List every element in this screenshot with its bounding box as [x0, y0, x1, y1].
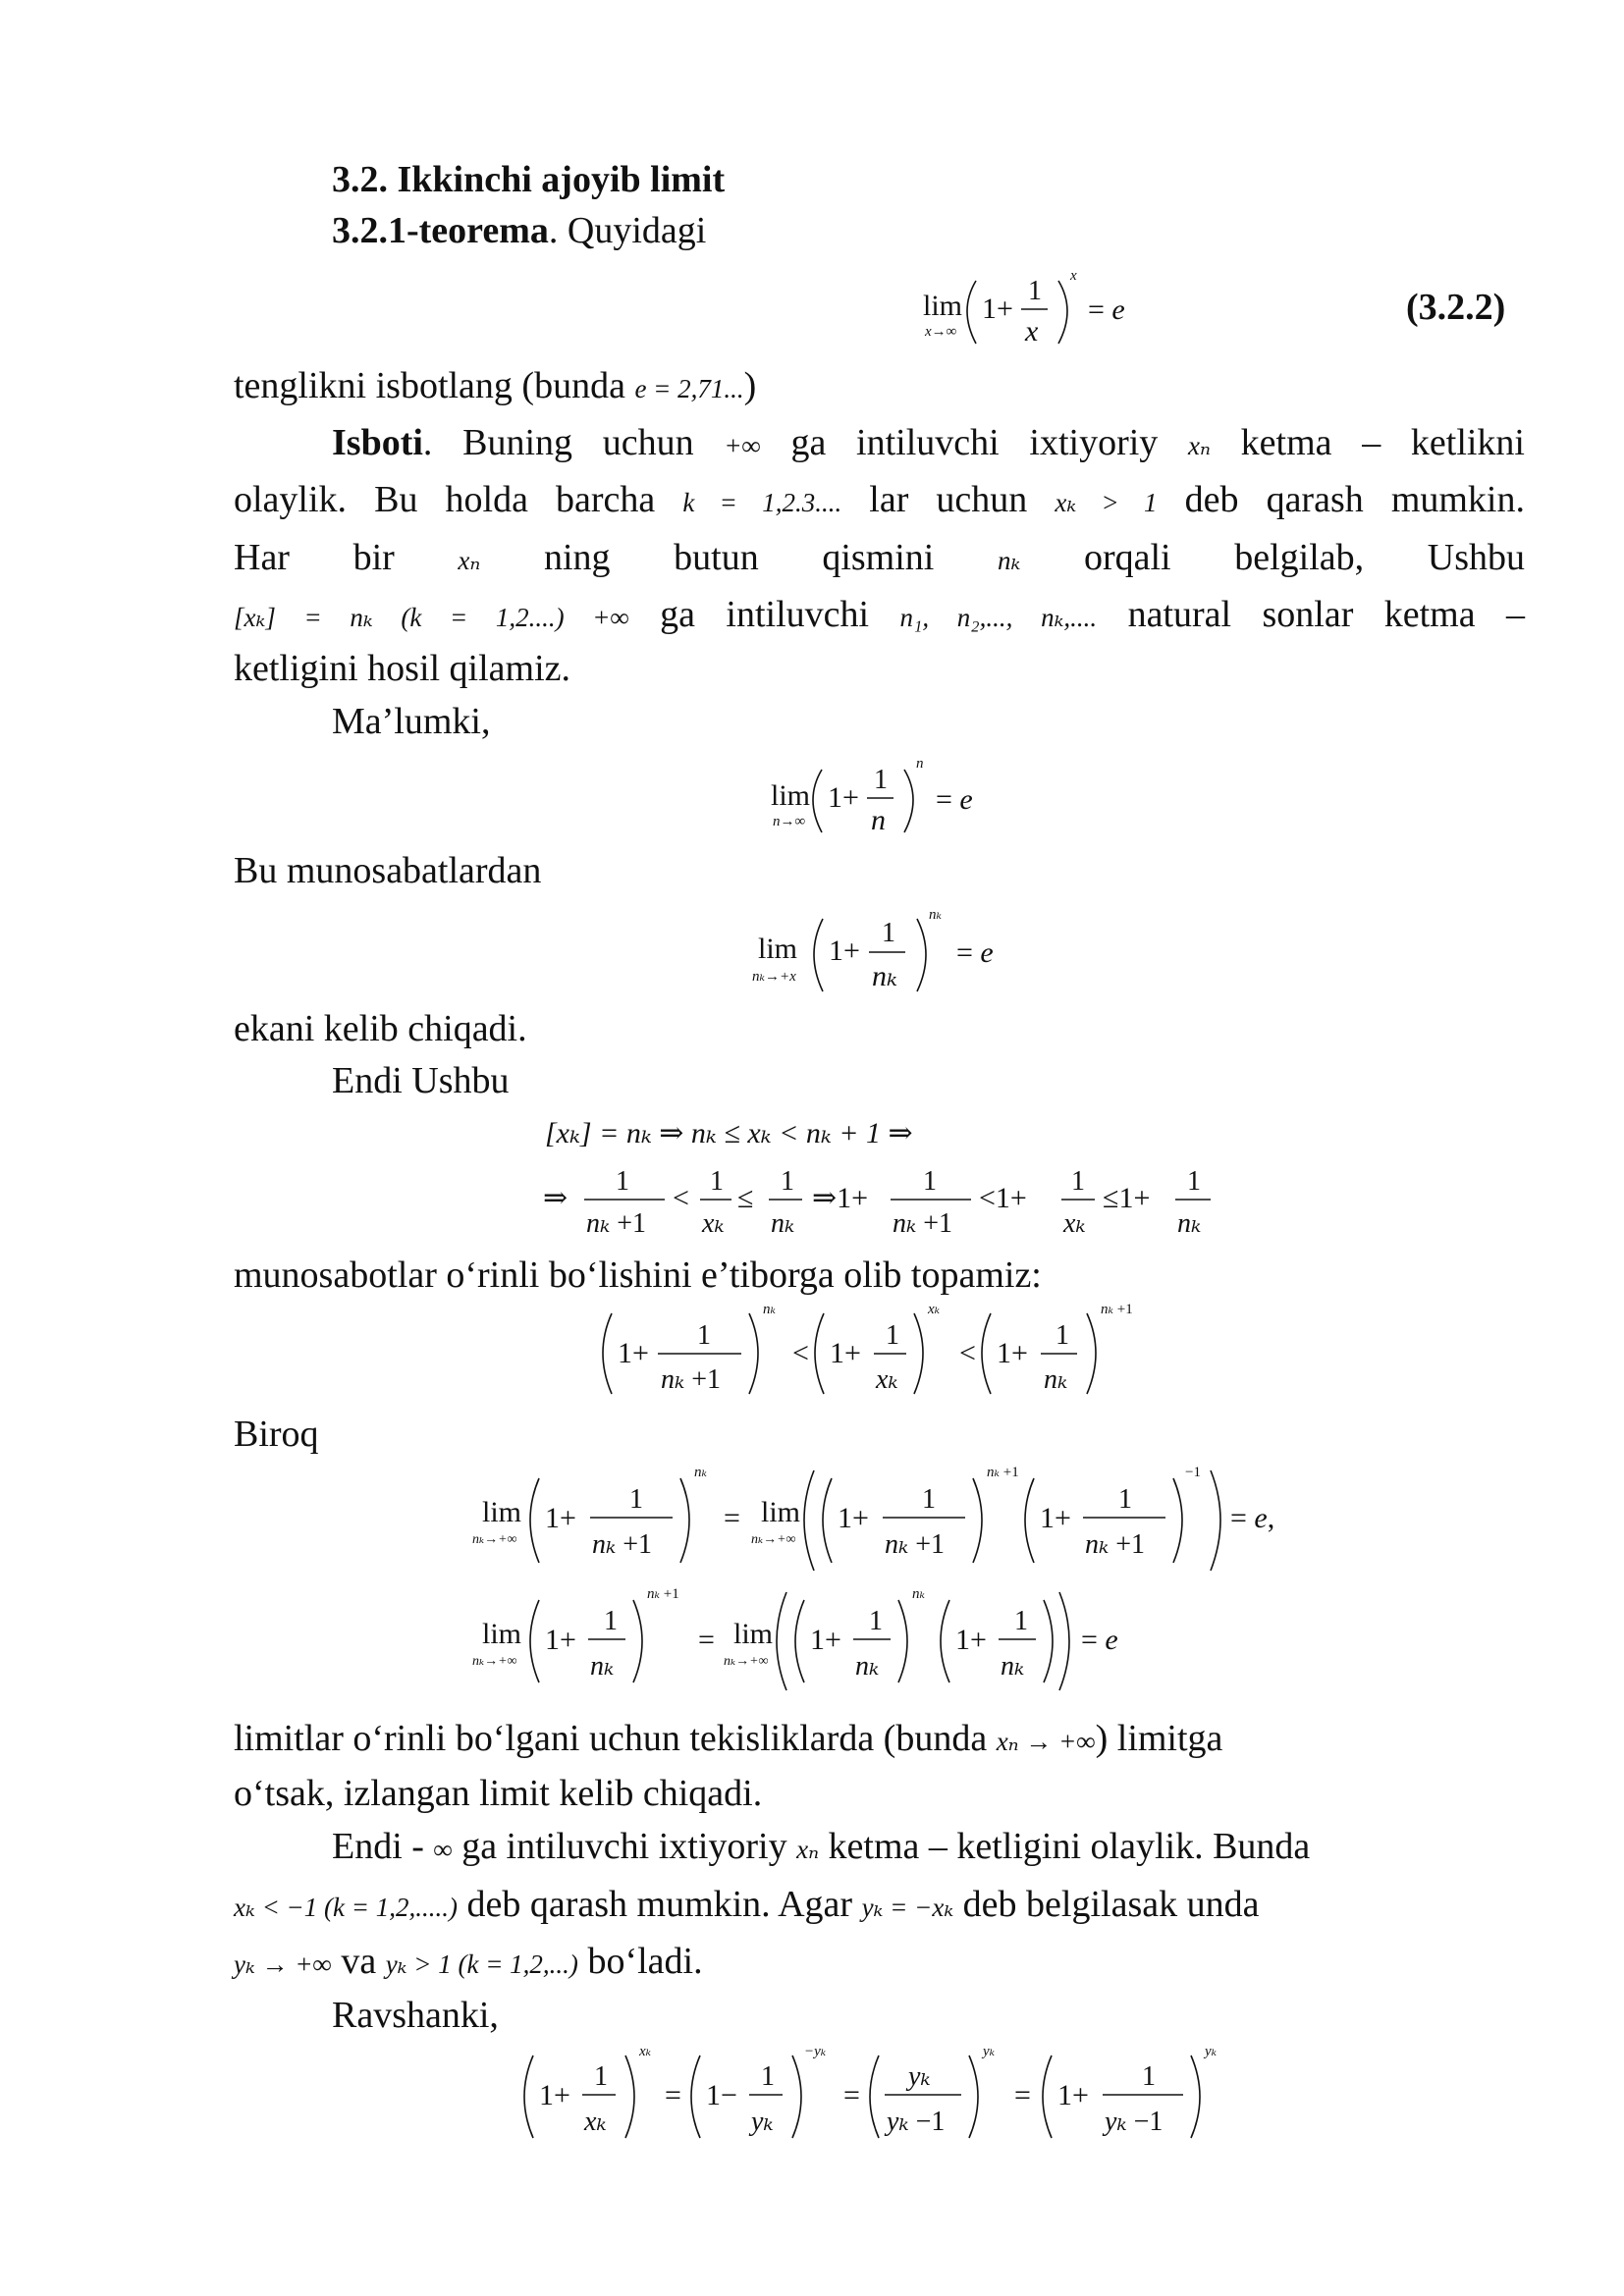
svg-text:1+: 1+: [828, 781, 859, 814]
text-line-19: xₖ < −1 (k = 1,2,.....) deb qarash mumkin. Agar yₖ = −xₖ deb belgilasak unda: [234, 1884, 1260, 1925]
svg-text:1: 1: [697, 1320, 711, 1351]
text-line-7: Har bir xₙ ning butun qismini nₖ orqali belgilab, Ushbu: [234, 537, 1525, 578]
svg-text:1: 1: [923, 1166, 937, 1197]
svg-text:1+: 1+: [1057, 2079, 1089, 2111]
svg-text:nₖ +1: nₖ +1: [592, 1529, 653, 1560]
svg-text:nₖ: nₖ: [1044, 1364, 1068, 1395]
svg-text:−yₖ: −yₖ: [804, 2044, 827, 2059]
svg-text:nₖ +1: nₖ +1: [1085, 1529, 1146, 1560]
text-line-12: ekani kelib chiqadi.: [234, 1008, 527, 1049]
svg-text:1+: 1+: [829, 934, 860, 967]
text-line-8: [xₖ] = nₖ (k = 1,2....) +∞ ga intiluvchi n₁, n₂,..., nₖ,.... natural sonlar ketma –: [234, 594, 1526, 635]
svg-text:xₖ: xₖ: [702, 1208, 725, 1239]
svg-text:1: 1: [781, 1166, 794, 1197]
svg-text:= e: = e: [1088, 294, 1125, 326]
svg-text:1: 1: [1014, 1606, 1028, 1636]
svg-text:yₖ: yₖ: [751, 2107, 774, 2137]
svg-text:1: 1: [604, 1606, 618, 1636]
svg-text:nₖ: nₖ: [763, 1302, 776, 1317]
svg-text:1+: 1+: [618, 1337, 649, 1369]
svg-text:lim: lim: [733, 1618, 774, 1650]
svg-text:=: =: [843, 2079, 860, 2111]
formula-limit-x: [913, 263, 1168, 357]
svg-text:1+: 1+: [830, 1337, 861, 1369]
svg-text:lim: lim: [482, 1496, 522, 1528]
svg-text:lim: lim: [758, 933, 798, 965]
svg-text:<: <: [959, 1337, 976, 1369]
svg-text:nₖ +1: nₖ +1: [987, 1465, 1019, 1480]
svg-text:nₖ: nₖ: [929, 907, 942, 923]
svg-text:nₖ +1: nₖ +1: [1101, 1302, 1133, 1317]
svg-text:xₖ: xₖ: [876, 1364, 898, 1395]
svg-text:nₖ: nₖ: [1177, 1208, 1202, 1239]
text-line-15: Biroq: [234, 1414, 319, 1455]
svg-text:nₖ +1: nₖ +1: [661, 1364, 722, 1395]
svg-text:=: =: [724, 1502, 740, 1534]
svg-text:1: 1: [761, 2061, 775, 2092]
svg-text:1: 1: [1071, 1166, 1085, 1197]
svg-text:n: n: [871, 804, 886, 836]
text-line-14: munosabotlar o‘rinli bo‘lishini e’tiborga olib topamiz:: [234, 1255, 1042, 1296]
svg-text:nₖ: nₖ: [1001, 1651, 1025, 1682]
svg-text:1: 1: [1142, 2061, 1156, 2092]
text-line-20: yₖ → +∞ va yₖ > 1 (k = 1,2,...) bo‘ladi.: [234, 1941, 703, 1982]
svg-text:1+: 1+: [545, 1502, 576, 1534]
formula-lim-nk-2: [466, 1582, 1173, 1696]
svg-text:n: n: [916, 756, 924, 772]
svg-text:yₖ: yₖ: [983, 2044, 996, 2059]
formula-lim-nk-1: [466, 1459, 1311, 1578]
text-line-4: tenglikni isbotlang (bunda e = 2,71...): [234, 365, 757, 406]
svg-text:yₖ −1: yₖ −1: [1105, 2107, 1164, 2137]
text-line-9: ketligini hosil qilamiz.: [234, 648, 571, 689]
svg-text:xₖ: xₖ: [639, 2044, 652, 2059]
equation-number: (3.2.2): [1406, 287, 1506, 328]
svg-text:lim: lim: [923, 290, 963, 322]
formula-limit-nk: [746, 901, 1011, 1003]
text-line-21: Ravshanki,: [332, 1995, 499, 2036]
svg-text:nₖ→+∞: nₖ→+∞: [724, 1654, 769, 1669]
text-line-5: Isboti. Buning uchun +∞ ga intiluvchi ixtiyoriy xₙ ketma – ketlikni: [332, 422, 1525, 463]
svg-text:nₖ +1: nₖ +1: [885, 1529, 946, 1560]
svg-text:1: 1: [886, 1320, 899, 1351]
svg-text:1: 1: [922, 1484, 936, 1515]
svg-text:1: 1: [594, 2061, 608, 2092]
svg-text:1: 1: [1118, 1484, 1132, 1515]
text-line-10: Ma’lumki,: [332, 701, 491, 742]
svg-text:1: 1: [629, 1484, 643, 1515]
svg-text:1: 1: [616, 1166, 629, 1197]
formula-limit-n: [761, 748, 997, 842]
svg-text:nₖ: nₖ: [771, 1208, 795, 1239]
theorem-label: 3.2.1-teorema: [332, 210, 549, 251]
svg-text:nₖ→+∞: nₖ→+∞: [751, 1532, 796, 1547]
svg-text:nₖ +1: nₖ +1: [647, 1586, 679, 1602]
svg-text:1: 1: [1056, 1320, 1069, 1351]
svg-text:nₖ +1: nₖ +1: [893, 1208, 953, 1239]
svg-text:1+: 1+: [539, 2079, 570, 2111]
svg-text:xₖ: xₖ: [584, 2107, 607, 2137]
theorem-rest: . Quyidagi: [548, 210, 707, 251]
text-line-6: olaylik. Bu holda barcha k = 1,2.3.... lar uchun xₖ > 1 deb qarash mumkin.: [234, 479, 1525, 520]
svg-text:lim: lim: [771, 779, 811, 812]
svg-text:1+: 1+: [1040, 1502, 1071, 1534]
formula-integer-part: [535, 1107, 987, 1156]
svg-text:= e: = e: [1081, 1624, 1118, 1656]
svg-text:≤1+: ≤1+: [1103, 1182, 1151, 1214]
svg-text:−1: −1: [1185, 1465, 1201, 1480]
svg-text:nₖ +1: nₖ +1: [586, 1208, 647, 1239]
svg-text:1+: 1+: [810, 1624, 841, 1656]
svg-text:1: 1: [1187, 1166, 1201, 1197]
svg-text:1+: 1+: [545, 1624, 576, 1656]
svg-text:1+: 1+: [997, 1337, 1028, 1369]
theorem-line: [332, 208, 706, 253]
svg-text:⇒: ⇒: [543, 1182, 568, 1214]
svg-text:yₖ: yₖ: [908, 2061, 931, 2092]
svg-text:⇒1+: ⇒1+: [812, 1182, 869, 1214]
svg-text:nₖ: nₖ: [855, 1651, 880, 1682]
formula-substitution: [515, 2040, 1242, 2150]
svg-text:x: x: [1025, 315, 1039, 347]
text-line-11: Bu munosabatlardan: [234, 850, 542, 891]
svg-text:1+: 1+: [955, 1624, 987, 1656]
svg-text:1: 1: [1028, 276, 1042, 306]
svg-text:nₖ→+x: nₖ→+x: [752, 969, 796, 985]
svg-text:≤: ≤: [737, 1182, 754, 1214]
svg-text:=: =: [1014, 2079, 1031, 2111]
svg-text:xₖ: xₖ: [1063, 1208, 1086, 1239]
svg-text:nₖ: nₖ: [590, 1651, 615, 1682]
svg-text:1+: 1+: [838, 1502, 869, 1534]
svg-text:x: x: [1070, 268, 1077, 284]
formula-inequality-chain: [535, 1158, 1222, 1243]
svg-text:x→∞: x→∞: [925, 324, 957, 340]
svg-text:n→∞: n→∞: [773, 814, 806, 829]
text-line-18: Endi - ∞ ga intiluvchi ixtiyoriy xₙ ketma – ketligini olaylik. Bunda: [332, 1826, 1311, 1867]
svg-text:1: 1: [710, 1166, 724, 1197]
svg-text:yₖ −1: yₖ −1: [887, 2107, 946, 2137]
svg-text:nₖ→+∞: nₖ→+∞: [472, 1532, 517, 1547]
proof-label: Isboti: [332, 422, 423, 463]
svg-text:nₖ: nₖ: [912, 1586, 925, 1602]
svg-text:= e,: = e,: [1230, 1502, 1275, 1534]
svg-text:[xₖ] = nₖ ⇒ nₖ ≤ xₖ < nₖ +: [xₖ] = nₖ ⇒ nₖ ≤ xₖ < nₖ + 1 ⇒: [545, 1117, 913, 1149]
svg-text:1: 1: [882, 918, 895, 948]
svg-text:<1+: <1+: [979, 1182, 1027, 1214]
text-line-16: limitlar o‘rinli bo‘lgani uchun tekisliklarda (bunda xₙ → +∞) limitga: [234, 1718, 1223, 1759]
svg-text:lim: lim: [482, 1618, 522, 1650]
svg-text:<: <: [792, 1337, 809, 1369]
svg-text:= e: = e: [936, 783, 973, 816]
svg-text:nₖ→+∞: nₖ→+∞: [472, 1654, 517, 1669]
svg-text:nₖ: nₖ: [872, 960, 897, 992]
section-title: 3.2. Ikkinchi ajoyib limit: [332, 159, 726, 200]
text-line-17: o‘tsak, izlangan limit kelib chiqadi.: [234, 1773, 763, 1814]
svg-text:=: =: [698, 1624, 715, 1656]
svg-text:= e: = e: [956, 936, 994, 969]
svg-text:1: 1: [869, 1606, 883, 1636]
svg-text:=: =: [665, 2079, 681, 2111]
svg-text:1: 1: [874, 765, 888, 795]
svg-text:xₖ: xₖ: [928, 1302, 941, 1317]
svg-text:yₖ: yₖ: [1205, 2044, 1218, 2059]
svg-text:lim: lim: [761, 1496, 801, 1528]
text-line-13: Endi Ushbu: [332, 1060, 510, 1101]
svg-text:nₖ: nₖ: [694, 1465, 707, 1480]
formula-sandwich: [594, 1298, 1164, 1404]
svg-text:1+: 1+: [982, 293, 1013, 325]
svg-text:<: <: [673, 1182, 689, 1214]
svg-text:1−: 1−: [706, 2079, 737, 2111]
